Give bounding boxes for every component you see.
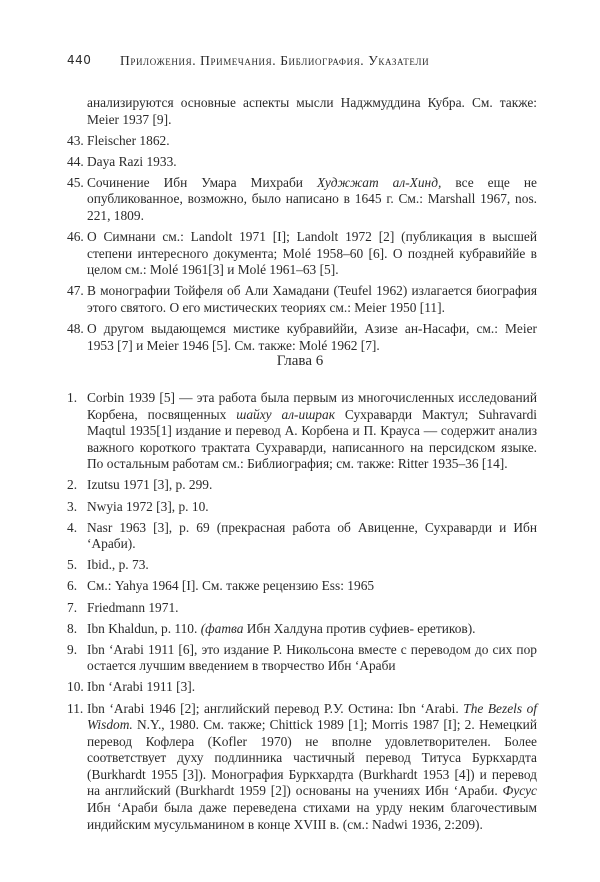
note-number: 2.: [67, 477, 78, 493]
note-text: N.Y., 1980. См. также; Chittick 1989 [1]; Morris 1987 [I]; 2. Немецкий перевод Кофлера (Kofler 1970) не вполне удовлетворителен. Более соответствует духу подлинника частичный перевод Титуса Буркхардта (Burkhardt 1955 [3]). Монография Буркхардта (Burkhardt 1953 [4]) и перевод на английский (Burkhardt 1959 [2]) основаны на учениях Ибн ‘Араби.: [87, 717, 537, 799]
note-text: Friedmann 1971.: [87, 599, 179, 615]
running-title: Приложения. Примечания. Библиография. Указатели: [120, 53, 430, 68]
note-text: Сочинение Ибн Умара Михраби: [87, 174, 317, 190]
italic-text: шайху ал-ишрак: [236, 406, 335, 422]
note-number: 8.: [67, 620, 78, 636]
note-continuation: [67, 95, 537, 128]
note-text: Nwyia 1972 [3], p. 10.: [87, 498, 209, 514]
note-number: 46.: [67, 229, 84, 245]
note-text: Nasr 1963 [3], p. 69 (прекрасная работа об Авиценне, Сухраварди и Ибн ‘Араби).: [87, 519, 537, 552]
note-item: [67, 321, 537, 354]
note-text: Fleischer 1862.: [87, 132, 170, 148]
note-item: [67, 679, 537, 696]
italic-text: Худжжат ал-Хинд,: [316, 174, 442, 190]
note-text: Ибн Халдуна против суфиев- еретиков).: [243, 620, 476, 636]
note-item: [67, 229, 537, 279]
chapter-title: Глава 6: [276, 353, 324, 369]
note-number: 43.: [67, 132, 84, 148]
note-item: [67, 600, 537, 617]
note-text: В монографии Тойфеля об Али Хамадани (Teufel 1962) излагается биография этого святого. О его мистических теориях см.: Meier 1950 [11].: [87, 283, 537, 316]
italic-text: Фусус: [502, 783, 537, 799]
note-text: См.: Yahya 1964 [I]. См. также рецензию Ess: 1965: [87, 578, 375, 594]
notes-section-chapter-6: [67, 390, 537, 838]
note-text: все еще не опубликованное, возможно, было написано в 1645 г. См.: Marshall 1967, nos. 221, 1809.: [87, 174, 538, 224]
note-item: [67, 621, 537, 638]
note-number: 5.: [67, 557, 78, 573]
note-item: [67, 390, 537, 473]
note-text: Ibn ‘Arabi 1911 [6], это издание Р. Никольсона вместе с переводом до сих пор остается лучшим введением в творчество Ибн ‘Араби: [87, 641, 537, 674]
note-number: 44.: [67, 153, 84, 169]
note-number: 47.: [67, 283, 84, 299]
note-number: 6.: [67, 578, 78, 594]
note-text: Daya Razi 1933.: [87, 153, 177, 169]
note-item: [67, 154, 537, 171]
note-text: анализируются основные аспекты мысли Наджмуддина Кубра. См. также: Meier 1937 [9].: [87, 95, 537, 127]
page-number: 440: [67, 53, 92, 67]
italic-text: The Bezels of Wisdom.: [87, 700, 538, 733]
note-number: 4.: [67, 519, 78, 535]
note-item: [67, 283, 537, 316]
note-number: 10.: [67, 679, 84, 695]
note-number: 1.: [67, 390, 78, 405]
note-item: [67, 701, 537, 834]
note-item: [67, 175, 537, 225]
italic-text: (фатва: [200, 620, 244, 636]
note-number: 7.: [67, 599, 78, 615]
notes-section-chapter-5: [67, 95, 537, 359]
note-number: 11.: [67, 700, 84, 716]
note-item: [67, 477, 537, 494]
note-number: 45.: [67, 174, 84, 190]
note-text: Ibn ‘Arabi 1946 [2]; английский перевод Р.У. Остина: Ibn ‘Arabi.: [87, 700, 464, 716]
note-item: [67, 642, 537, 675]
note-text: Corbin 1939 [5] — эта работа была первым из многочисленных исследований Корбена, посвященных: [87, 390, 537, 422]
note-number: 3.: [67, 498, 78, 514]
note-item: [67, 499, 537, 516]
note-item: [67, 557, 537, 574]
note-text: Izutsu 1971 [3], p. 299.: [87, 477, 213, 493]
note-item: [67, 578, 537, 595]
note-text: Ibid., p. 73.: [87, 557, 149, 573]
note-text: Сухраварди Мактул; Suhravardi Maqtul 1935[1] издание и перевод А. Корбена и П. Крауса — содержит анализ важного короткого трактата Сухраварди, написанного на персидском языке. По остальным работам см.: Библиография; см. также: Ritter 1935–36 [14].: [87, 406, 538, 472]
note-number: 48.: [67, 321, 84, 337]
note-text: Ibn Khaldun, p. 110.: [87, 620, 201, 636]
note-number: 9.: [67, 641, 78, 657]
note-text: Ibn ‘Arabi 1911 [3].: [87, 679, 196, 695]
note-item: [67, 133, 537, 150]
note-text: О другом выдающемся мистике кубравиййи, Азизе ан-Насафи, см.: Meier 1953 [7] и Meier 1946 [5]. См. также: Molé 1962 [7].: [87, 321, 537, 353]
note-item: [67, 520, 537, 553]
note-text: Ибн ‘Араби была даже переведена стихами на урду неким благочестивым индийским мусульманином в конце XVIII в. (см.: Nadwi 1936, 2:209).: [87, 800, 537, 832]
note-text: О Симнани см.: Landolt 1971 [I]; Landolt 1972 [2] (публикация в высшей степени интересного документа; Molé 1958–60 [6]. О поздней кубравиййе в целом см.: Molé 1961[3] и Molé 1961–63 [5].: [87, 229, 537, 278]
